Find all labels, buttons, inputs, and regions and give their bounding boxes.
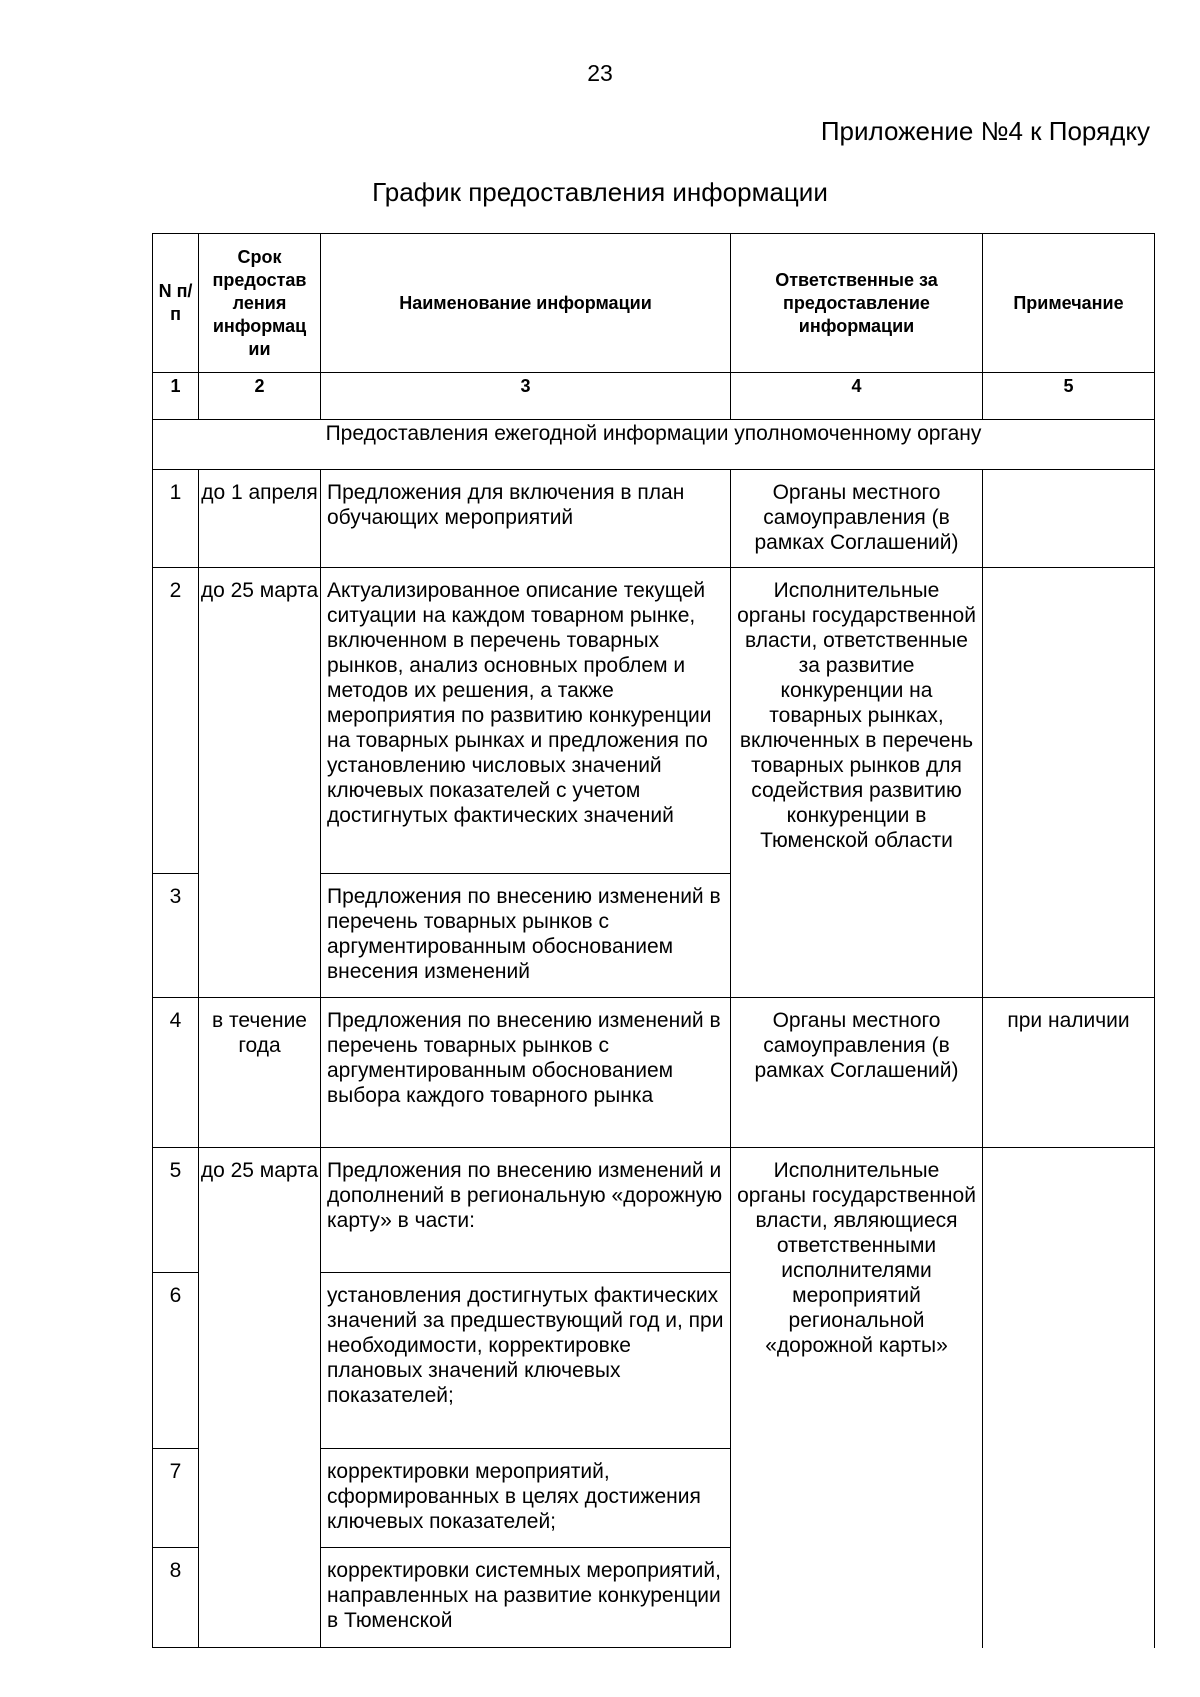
header-deadline: Срок предостав ления информац ии [199, 234, 321, 373]
row-number: 4 [153, 998, 199, 1148]
row-info-name: установления достигнутых фактических значений за предшествующий год и, при необходимости, корректировке плановых значений ключевых показателей; [321, 1273, 731, 1449]
header-info-name: Наименование информации [321, 234, 731, 373]
table-row [153, 568, 1155, 874]
section-title: Предоставления ежегодной информации уполномоченному органу [153, 420, 1155, 470]
row-note [983, 1148, 1155, 1648]
column-number: 4 [731, 373, 983, 420]
row-responsible: Органы местного самоуправления (в рамках Соглашений) [731, 998, 983, 1148]
row-number: 3 [153, 874, 199, 998]
row-responsible: Исполнительные органы государственной власти, ответственные за развитие конкуренции на товарных рынках, включенных в перечень товарных рынков для содействия развитию конкуренции в Тюменской области [731, 568, 983, 998]
row-info-name: Актуализированное описание текущей ситуации на каждом товарном рынке, включенном в перечень товарных рынков, анализ основных проблем и методов их решения, а также мероприятия по развитию конкуренции на товарных рынках и предложения по установлению числовых значений ключевых показателей с учетом достигнутых фактических значений [321, 568, 731, 874]
table-row [153, 998, 1155, 1148]
row-info-name: корректировки системных мероприятий, направленных на развитие конкуренции в Тюменской [321, 1548, 731, 1648]
row-deadline: до 25 марта [199, 1148, 321, 1648]
column-number: 3 [321, 373, 731, 420]
row-number: 2 [153, 568, 199, 874]
header-row [153, 234, 1155, 373]
row-info-name: Предложения для включения в план обучающих мероприятий [321, 470, 731, 568]
header-note: Примечание [983, 234, 1155, 373]
row-number: 1 [153, 470, 199, 568]
row-note [983, 568, 1155, 998]
table-row [153, 470, 1155, 568]
row-info-name: Предложения по внесению изменений и дополнений в региональную «дорожную карту» в части: [321, 1148, 731, 1273]
column-number: 1 [153, 373, 199, 420]
row-number: 5 [153, 1148, 199, 1273]
row-deadline: до 25 марта [199, 568, 321, 998]
table-row [153, 1148, 1155, 1273]
row-number: 6 [153, 1273, 199, 1449]
section-row [153, 420, 1155, 470]
row-info-name: Предложения по внесению изменений в перечень товарных рынков с аргументированным обоснованием внесения изменений [321, 874, 731, 998]
header-number: N п/п [153, 234, 199, 373]
row-info-name: Предложения по внесению изменений в перечень товарных рынков с аргументированным обоснованием выбора каждого товарного рынка [321, 998, 731, 1148]
page-number: 23 [587, 60, 613, 86]
row-number: 8 [153, 1548, 199, 1648]
document-title: График предоставления информации [372, 177, 828, 207]
column-number: 5 [983, 373, 1155, 420]
row-responsible: Исполнительные органы государственной власти, являющиеся ответственными исполнителями мероприятий региональной «дорожной карты» [731, 1148, 983, 1648]
schedule-table [152, 233, 1155, 1648]
row-responsible: Органы местного самоуправления (в рамках Соглашений) [731, 470, 983, 568]
row-deadline: в течение года [199, 998, 321, 1148]
header-responsible: Ответственные за предоставление информации [731, 234, 983, 373]
appendix-label: Приложение №4 к Порядку [820, 116, 1150, 146]
row-note [983, 470, 1155, 568]
row-note: при наличии [983, 998, 1155, 1148]
column-number: 2 [199, 373, 321, 420]
row-number: 7 [153, 1449, 199, 1548]
column-numbers-row [153, 373, 1155, 420]
row-info-name: корректировки мероприятий, сформированных в целях достижения ключевых показателей; [321, 1449, 731, 1548]
row-deadline: до 1 апреля [199, 470, 321, 568]
